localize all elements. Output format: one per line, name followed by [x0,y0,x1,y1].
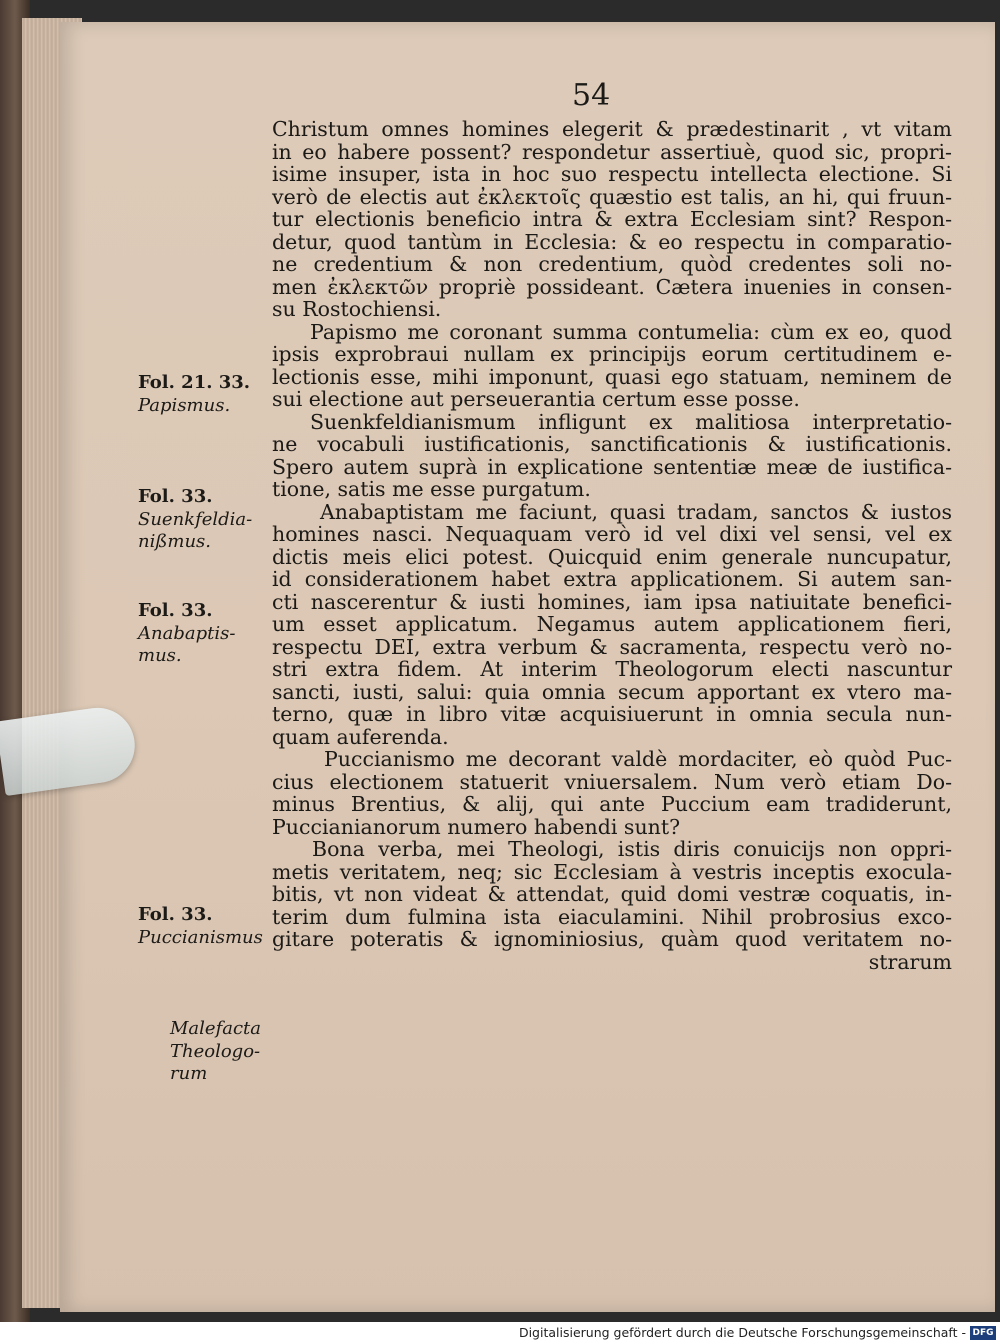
margin-note-label: Papismus. [138,394,231,416]
body-line: in eo habere possent? respondetur assertiuè, quod sic, propri- [272,139,952,164]
body-line: ipsis exprobraui nullam ex principijs eorum certitudinem e- [272,342,952,366]
body-line: verò de electis aut ἐκλεκτοῖς quæstio est talis, an hi, qui fruun- [272,184,952,209]
body-line: Puccianismo me decorant valdè mordaciter, eò quòd Puc- [324,747,952,771]
body-line: terno, quæ in libro vitæ acquisiuerunt in omnia secula nun- [272,702,952,726]
margin-note-ref: Fol. 33. [138,600,213,621]
body-line: homines nasci. Nequaquam verò id vel dixi vel sensi, vel ex [272,522,952,546]
body-line: tur electionis beneficio intra & extra Ecclesiam sint? Respon- [272,207,952,231]
dfg-logo: DFG [970,1326,996,1340]
margin-note-label: nißmus. [138,531,211,552]
body-line: bitis, vt non videat & attendat, quid domi vestræ coquatis, in- [272,882,952,906]
margin-note-suenkfeldianismus [138,486,268,554]
margin-note-label: Suenkfeldia- [138,508,253,530]
body-line: Bona verba, mei Theologi, istis diris conuicijs non oppri- [312,837,952,861]
body-line: Christum omnes homines elegerit & prædestinarit , vt vitam [272,117,952,141]
body-line: metis veritatem, neq; sic Ecclesiam à vestris inceptis exocula- [272,859,952,884]
body-line: detur, quod tantùm in Ecclesia: & eo respectu in comparatio- [272,229,952,254]
body-line: gitare poteratis & ignominiosius, quàm quod veritatem no- [272,927,952,951]
body-line: um esset applicatum. Negamus autem applicationem fieri, [272,612,952,636]
body-line: Spero autem suprà in explicatione sententiæ meæ de iustifica- [272,454,952,479]
body-line: cius electionem statuerit vniuersalem. Num verò etiam Do- [272,769,952,794]
body-line: id considerationem habet extra applicationem. Si autem san- [272,567,952,591]
body-line: minus Brentius, & alij, qui ante Puccium eam tradiderunt, [272,792,952,816]
body-line: ne vocabuli iustificationis, sanctificationis & iustificationis. [272,432,952,456]
margin-note-ref: Fol. 21. 33. [138,372,251,393]
body-line: ne credentium & non credentium, quòd credentes soli no- [272,252,952,276]
body-line: men ἐκλεκτῶν propriè possideant. Cætera inuenies in consen- [272,274,952,299]
margin-note-anabaptismus [138,600,268,668]
body-line: Suenkfeldianismum infligunt ex malitiosa interpretatio- [310,409,952,434]
margin-note-label: Anabaptis- [138,622,236,644]
body-line: Puccianianorum numero habendi sunt? [272,814,681,839]
body-line: sui electione aut perseuerantia certum esse posse. [272,387,800,411]
body-text [272,118,952,973]
body-line: su Rostochiensi. [272,297,442,321]
margin-note-label: Theologo- [170,1040,261,1062]
catchword: strarum [868,949,952,974]
margin-note-label: mus. [138,645,182,666]
margin-note-malefacta [170,1018,300,1086]
page-number: 54 [572,78,611,113]
margin-note-label: rum [170,1063,208,1084]
body-line: stri extra fidem. At interim Theologorum electi nascuntur [272,657,952,681]
body-line: terim dum fulmina ista eiaculamini. Nihil probrosius exco- [272,904,952,929]
margin-note-ref: Fol. 33. [138,904,213,925]
body-line: tione, satis me esse purgatum. [272,477,591,501]
body-line: cti nascerentur & iusti homines, iam ipsa natiuitate benefici- [272,589,952,614]
body-line: lectionis esse, mihi imponunt, quasi ego statuam, neminem de [272,364,952,389]
margin-note-ref: Fol. 33. [138,486,213,507]
footer-bar [0,1322,1000,1344]
margin-note-papismus [138,372,268,417]
body-line: quam auferenda. [272,724,449,749]
margin-note-puccianismus [138,904,268,949]
margin-note-label: Malefacta [170,1018,262,1039]
body-line: dictis meis elici potest. Quicquid enim generale nuncupatur, [272,544,952,569]
margin-note-label: Puccianismus [138,926,263,948]
body-line: respectu DEI, extra verbum & sacramenta, respectu verò no- [272,634,952,659]
body-line: isime insuper, ista in hoc suo respectu intellecta electione. Si [272,162,952,186]
body-line: Anabaptistam me faciunt, quasi tradam, sanctos & iustos [320,499,952,524]
body-line: Papismo me coronant summa contumelia: cùm ex eo, quod [310,319,952,344]
body-line: sancti, iusti, salui: quia omnia secum apportant ex vtero ma- [272,679,952,704]
footer-credit: Digitalisierung gefördert durch die Deutsche Forschungsgemeinschaft - [518,1325,966,1340]
